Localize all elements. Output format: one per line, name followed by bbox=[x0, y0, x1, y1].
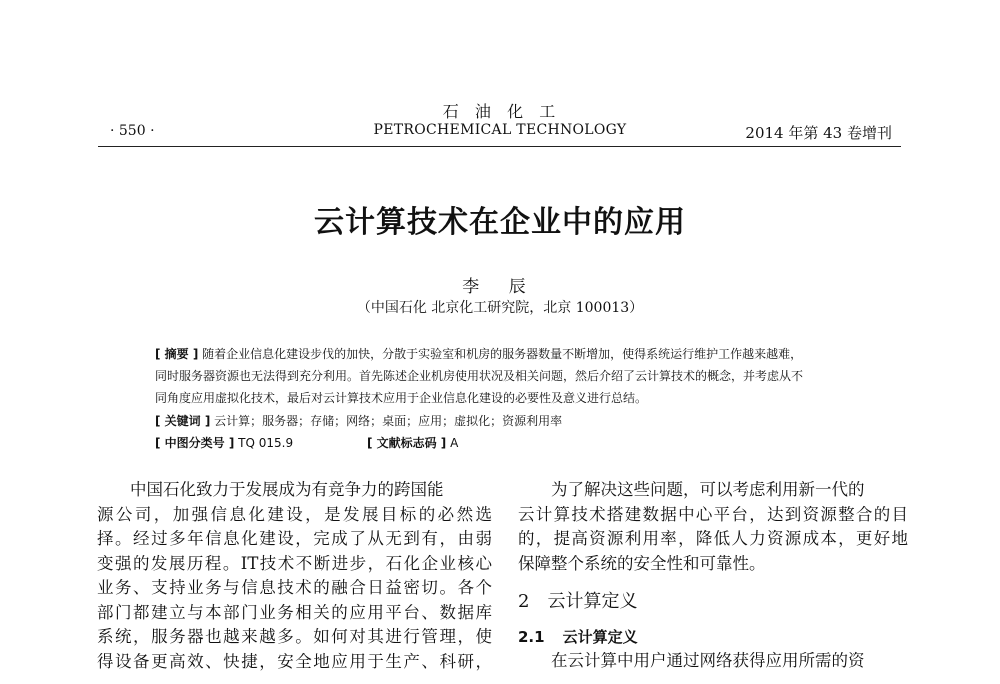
paragraph-line: 得设备更高效、快捷，安全地应用于生产、科研， bbox=[97, 651, 492, 671]
abstract-label: [ 摘要 ] bbox=[155, 347, 199, 361]
author-affiliation: （中国石化 北京化工研究院，北京 100013） bbox=[356, 300, 644, 316]
subsection-title: 云计算定义 bbox=[562, 627, 638, 646]
keywords-text: 云计算；服务器；存储；网络；桌面；应用；虚拟化；资源利用率 bbox=[214, 414, 563, 428]
paragraph-line: 部门都建立与本部门业务相关的应用平台、数据库 bbox=[97, 602, 492, 622]
paragraph-line: 业务、支持业务与信息技术的融合日益密切。各个 bbox=[97, 578, 492, 597]
abstract-line: 同时服务器资源也无法得到充分利用。首先陈述企业机房使用状况及相关问题，然后介绍了云计算技术的概念，并考虑从不 bbox=[155, 369, 804, 383]
page-number: · 550 · bbox=[110, 123, 155, 139]
paragraph-line: 源公司，加强信息化建设，是发展目标的必然选 bbox=[97, 504, 492, 524]
author-name: 李 辰 bbox=[462, 277, 538, 297]
doc-code: A bbox=[450, 436, 459, 450]
section-number: 2 bbox=[518, 591, 530, 612]
doc-code-label: [ 文献标志码 ] bbox=[366, 436, 447, 450]
paragraph-line: 中国石化致力于发展成为有竞争力的跨国能 bbox=[130, 480, 444, 499]
abstract-text: 随着企业信息化建设步伐的加快，分散于实验室和机房的服务器数量不断增加，使得系统运行维护工作越来越难， bbox=[202, 347, 803, 361]
section-heading bbox=[518, 590, 908, 615]
subsection-number: 2.1 bbox=[518, 627, 545, 646]
journal-chinese-name: 石 油 化 工 bbox=[442, 102, 558, 121]
section-title: 云计算定义 bbox=[547, 591, 638, 612]
header-divider bbox=[98, 146, 901, 147]
paragraph-line: 云计算技术搭建数据中心平台，达到资源整合的目 bbox=[518, 504, 908, 524]
paragraph-line: 系统，服务器也越来越多。如何对其进行管理，使 bbox=[97, 627, 492, 646]
paragraph-line: 的，提高资源利用率，降低人力资源成本，更好地 bbox=[518, 529, 908, 548]
paragraph-line: 保障整个系统的安全性和可靠性。 bbox=[518, 553, 766, 573]
keywords-label: [ 关键词 ] bbox=[155, 414, 211, 428]
classification-line bbox=[155, 434, 458, 451]
paragraph-line: 为了解决这些问题，可以考虑利用新一代的 bbox=[551, 480, 865, 499]
journal-english-name: PETROCHEMICAL TECHNOLOGY bbox=[373, 122, 627, 138]
classification-label: [ 中图分类号 ] bbox=[155, 436, 235, 450]
body-left-column bbox=[97, 478, 492, 674]
paragraph-line: 变强的发展历程。IT技术不断进步，石化企业核心 bbox=[97, 553, 492, 573]
classification-code: TQ 015.9 bbox=[238, 436, 294, 450]
keywords-line bbox=[155, 412, 562, 429]
paragraph-line: 在云计算中用户通过网络获得应用所需的资 bbox=[551, 651, 865, 670]
abstract-line: 同角度应用虚拟化技术，最后对云计算技术应用于企业信息化建设的必要性及意义进行总结。 bbox=[155, 391, 648, 405]
abstract-line bbox=[155, 345, 802, 362]
issue-info: 2014 年第 43 卷增刊 bbox=[745, 124, 892, 142]
paragraph-line: 择。经过多年信息化建设，完成了从无到有，由弱 bbox=[97, 529, 492, 548]
article-title: 云计算技术在企业中的应用 bbox=[314, 205, 686, 240]
body-right-column bbox=[518, 478, 908, 674]
subsection-heading bbox=[518, 625, 908, 650]
